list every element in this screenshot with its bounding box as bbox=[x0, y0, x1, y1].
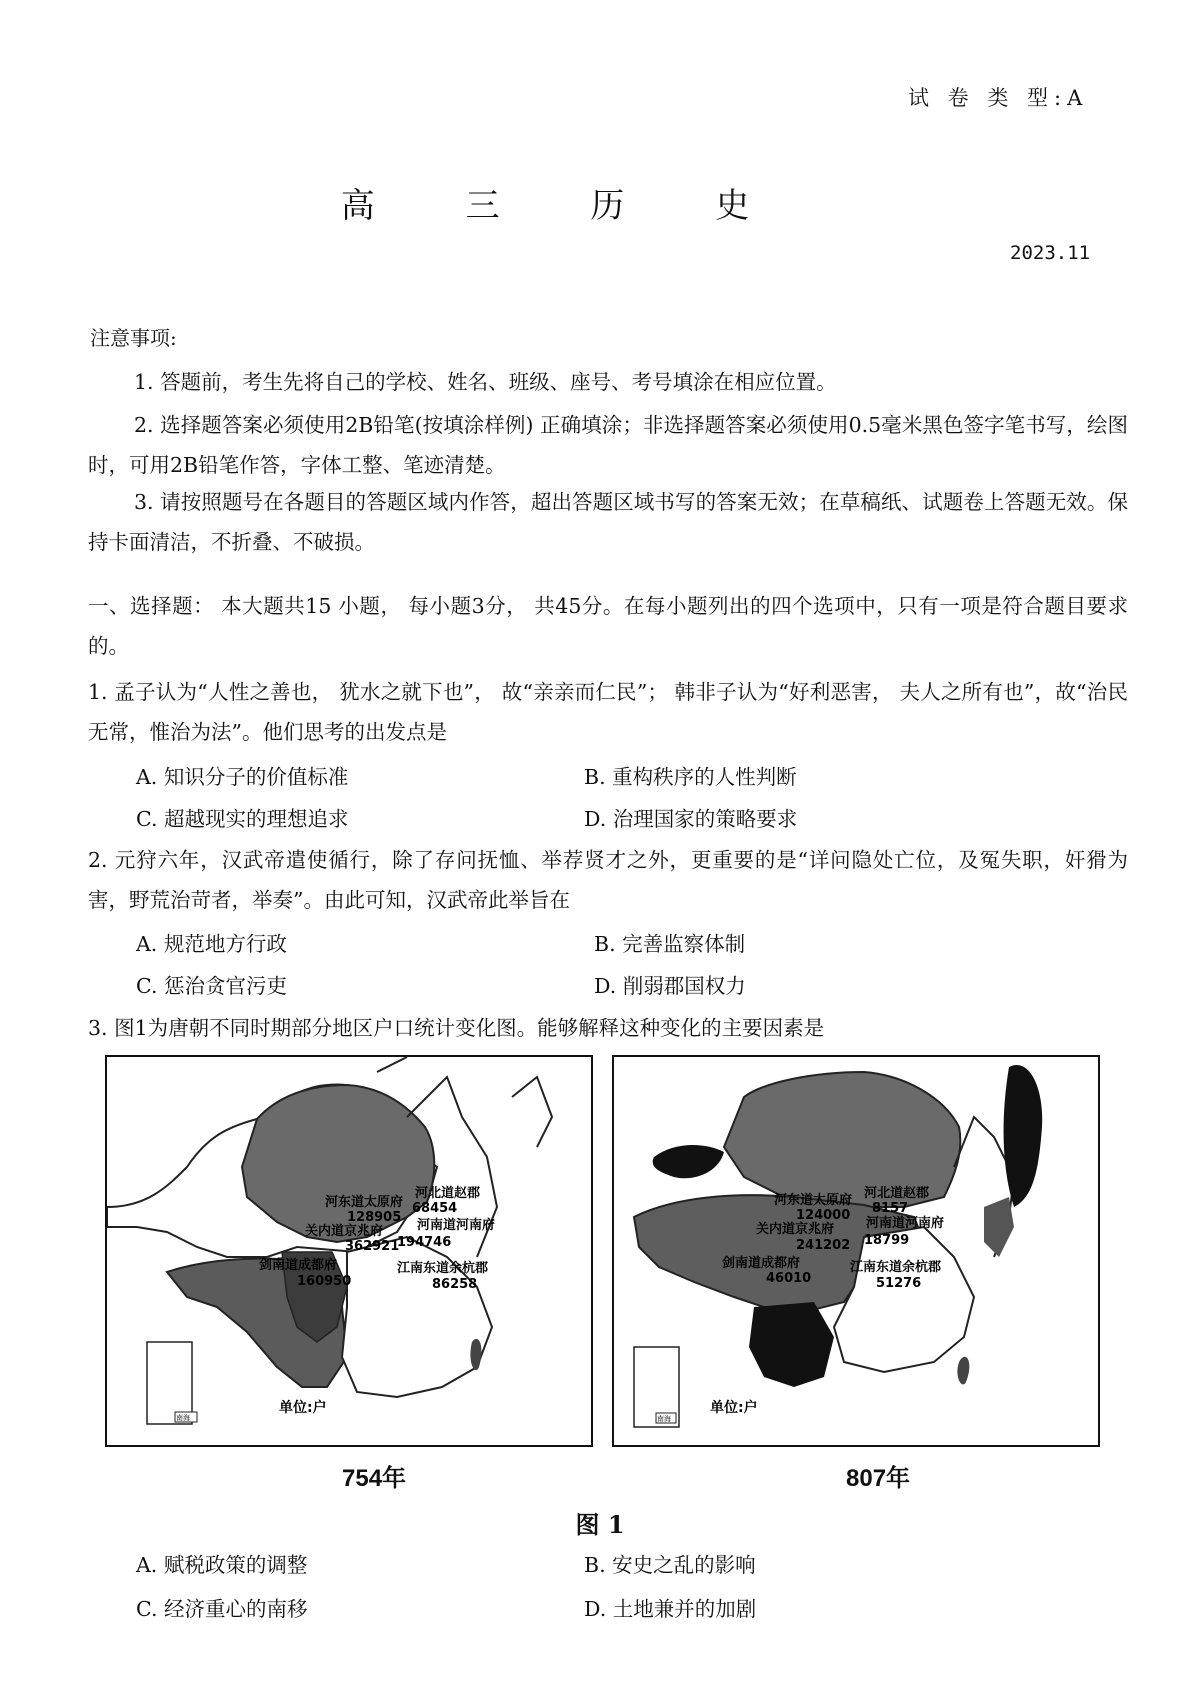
unit-label: 单位:户 bbox=[710, 1400, 758, 1416]
question-3-option-b[interactable]: B. 安史之乱的影响 bbox=[584, 1553, 756, 1577]
region-value: 18799 bbox=[864, 1233, 910, 1248]
unit-label: 单位:户 bbox=[279, 1400, 327, 1416]
question-1-option-b[interactable]: B. 重构秩序的人性判断 bbox=[584, 765, 797, 789]
region-value: 46010 bbox=[766, 1271, 812, 1286]
region-label: 关内道京兆府 bbox=[305, 1224, 384, 1239]
region-label: 河南道河南府 bbox=[417, 1218, 496, 1233]
question-2-stem: 2. 元狩六年，汉武帝遣使循行，除了存问抚恤、举荐贤才之外，更重要的是“详问隐处亡位，及冤失职，奸猾为害，野荒治苛者，举奏”。由此可知，汉武帝此举旨在 bbox=[88, 848, 1128, 912]
section-heading: 一、选择题： 本大题共15 小题， 每小题3分， 共45分。在每小题列出的四个选项中，只有一项是符合题目要求的。 bbox=[88, 594, 1128, 658]
map-754-svg bbox=[107, 1057, 591, 1445]
region-label: 关内道京兆府 bbox=[756, 1222, 835, 1237]
question-3-option-a[interactable]: A. 赋税政策的调整 bbox=[136, 1553, 308, 1577]
region-value: 124000 bbox=[796, 1208, 851, 1223]
exam-date: 2023.11 bbox=[1010, 242, 1091, 264]
region-value: 8157 bbox=[872, 1201, 909, 1216]
question-1-option-a[interactable]: A. 知识分子的价值标准 bbox=[136, 765, 349, 789]
question-2-option-a[interactable]: A. 规范地方行政 bbox=[136, 932, 287, 956]
notice-item-3: 3. 请按照题号在各题目的答题区域内作答，超出答题区域书写的答案无效；在草稿纸、试题卷上答题无效。保持卡面清洁，不折叠、不破损。 bbox=[88, 490, 1128, 554]
question-1-option-c[interactable]: C. 超越现实的理想追求 bbox=[136, 807, 349, 831]
map-807-year: 807年 bbox=[846, 1465, 911, 1492]
region-label: 河东道太原府 bbox=[774, 1193, 853, 1208]
region-value: 194746 bbox=[397, 1235, 452, 1250]
region-label: 河东道太原府 bbox=[325, 1195, 404, 1210]
notice-heading: 注意事项: bbox=[90, 326, 177, 350]
inset-label: 南海 bbox=[176, 1414, 190, 1422]
question-3-option-c[interactable]: C. 经济重心的南移 bbox=[136, 1597, 308, 1621]
map-807-svg bbox=[614, 1057, 1098, 1445]
question-3-stem: 3. 图1为唐朝不同时期部分地区户口统计变化图。能够解释这种变化的主要因素是 bbox=[88, 1016, 825, 1040]
inset-label: 南海 bbox=[657, 1415, 671, 1423]
map-754-year: 754年 bbox=[342, 1465, 407, 1492]
notice-item-1: 1. 答题前，考生先将自己的学校、姓名、班级、座号、考号填涂在相应位置。 bbox=[134, 370, 837, 394]
region-label: 江南东道余杭郡 bbox=[397, 1261, 489, 1276]
region-value: 86258 bbox=[432, 1277, 478, 1292]
question-2-option-b[interactable]: B. 完善监察体制 bbox=[594, 932, 746, 956]
region-value: 51276 bbox=[876, 1276, 922, 1291]
map-807 bbox=[612, 1055, 1100, 1447]
page-title: 高 三 历 史 bbox=[340, 186, 790, 226]
notice-item-2: 2. 选择题答案必须使用2B铅笔(按填涂样例) 正确填涂；非选择题答案必须使用0.5毫米黑色签字笔书写，绘图时，可用2B铅笔作答，字体工整、笔迹清楚。 bbox=[88, 413, 1128, 477]
region-value: 128905 bbox=[347, 1210, 402, 1225]
question-1-stem: 1. 孟子认为“人性之善也， 犹水之就下也”， 故“亲亲而仁民”； 韩非子认为“好利恶害， 夫人之所有也”，故“治民无常，惟治为法”。他们思考的出发点是 bbox=[88, 680, 1128, 744]
region-label: 河南道河南府 bbox=[866, 1216, 945, 1231]
question-2-option-d[interactable]: D. 削弱郡国权力 bbox=[594, 974, 746, 998]
region-value: 160950 bbox=[297, 1274, 352, 1289]
question-3-option-d[interactable]: D. 土地兼并的加剧 bbox=[584, 1597, 757, 1621]
region-label: 河北道赵郡 bbox=[864, 1186, 930, 1201]
figure-caption: 图 1 bbox=[575, 1510, 625, 1539]
map-754 bbox=[105, 1055, 593, 1447]
region-label: 河北道赵郡 bbox=[415, 1186, 481, 1201]
question-2-option-c[interactable]: C. 惩治贪官污吏 bbox=[136, 974, 287, 998]
region-value: 241202 bbox=[796, 1238, 851, 1253]
region-value: 68454 bbox=[412, 1201, 458, 1216]
region-label: 剑南道成都府 bbox=[259, 1258, 338, 1273]
paper-type-label: 试 卷 类 型:A bbox=[908, 86, 1089, 110]
region-label: 江南东道余杭郡 bbox=[850, 1260, 942, 1275]
region-label: 剑南道成都府 bbox=[722, 1256, 801, 1271]
region-value: 362921 bbox=[345, 1239, 400, 1254]
question-1-option-d[interactable]: D. 治理国家的策略要求 bbox=[584, 807, 798, 831]
